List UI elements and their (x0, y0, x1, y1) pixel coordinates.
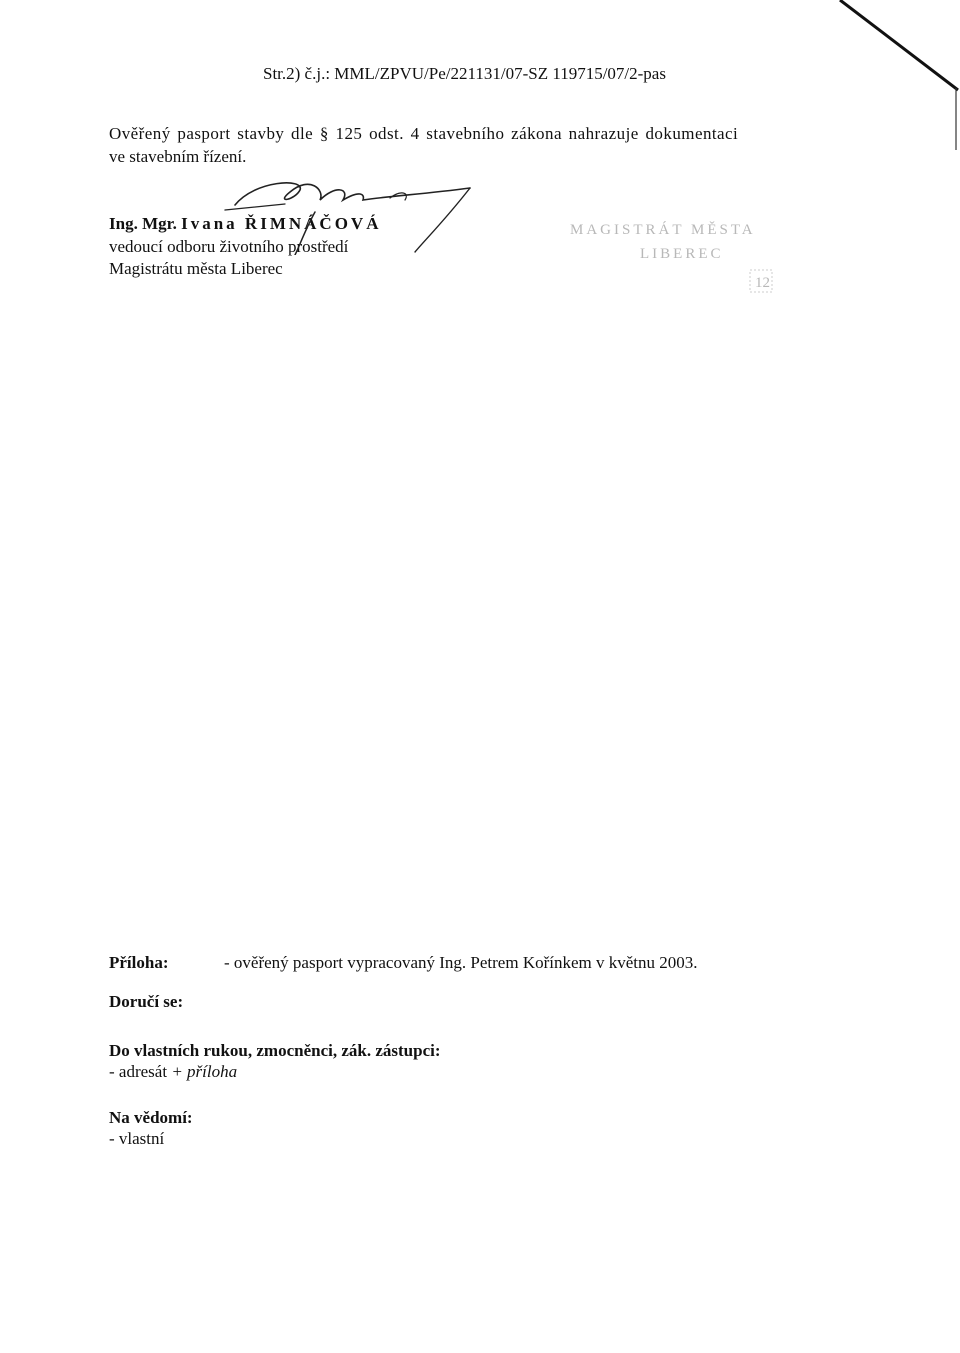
notice-item: - vlastní (109, 1129, 165, 1148)
stamp-text-line-2: LIBEREC (640, 246, 724, 262)
attachment-label: Příloha: (109, 953, 169, 972)
scan-artifact-mark (830, 0, 960, 160)
statement-line-2: ve stavebním řízení. (109, 147, 247, 166)
attachment-value: - ověřený pasport vypracovaný Ing. Petrem Kořínkem v květnu 2003. (224, 953, 698, 972)
notice-label: Na vědomí: (109, 1108, 193, 1127)
official-stamp (560, 212, 800, 302)
signatory-position: vedoucí odboru životního prostředí (109, 237, 349, 256)
own-hands-attachment: + příloha (171, 1062, 238, 1081)
signatory-title: Ing. Mgr. (109, 214, 177, 233)
stamp-text-line-1: MAGISTRÁT MĚSTA (570, 222, 756, 238)
signatory-organization: Magistrátu města Liberec (109, 259, 283, 278)
stamp-text-line-3: 12 (755, 275, 770, 291)
statement-line-1: Ověřený pasport stavby dle § 125 odst. 4 stavebního zákona nahrazuje dokumentaci (109, 124, 739, 143)
handwritten-signature (215, 160, 485, 255)
page-reference: Str.2) č.j.: MML/ZPVU/Pe/221131/07-SZ 119715/07/2-pas (263, 64, 666, 83)
own-hands-recipient: - adresát (109, 1062, 168, 1081)
own-hands-item (109, 1062, 237, 1082)
signatory-name: Ivana ŘIMNÁČOVÁ (181, 214, 382, 233)
own-hands-label: Do vlastních rukou, zmocněnci, zák. zástupci: (109, 1041, 441, 1060)
delivery-label: Doručí se: (109, 992, 184, 1011)
